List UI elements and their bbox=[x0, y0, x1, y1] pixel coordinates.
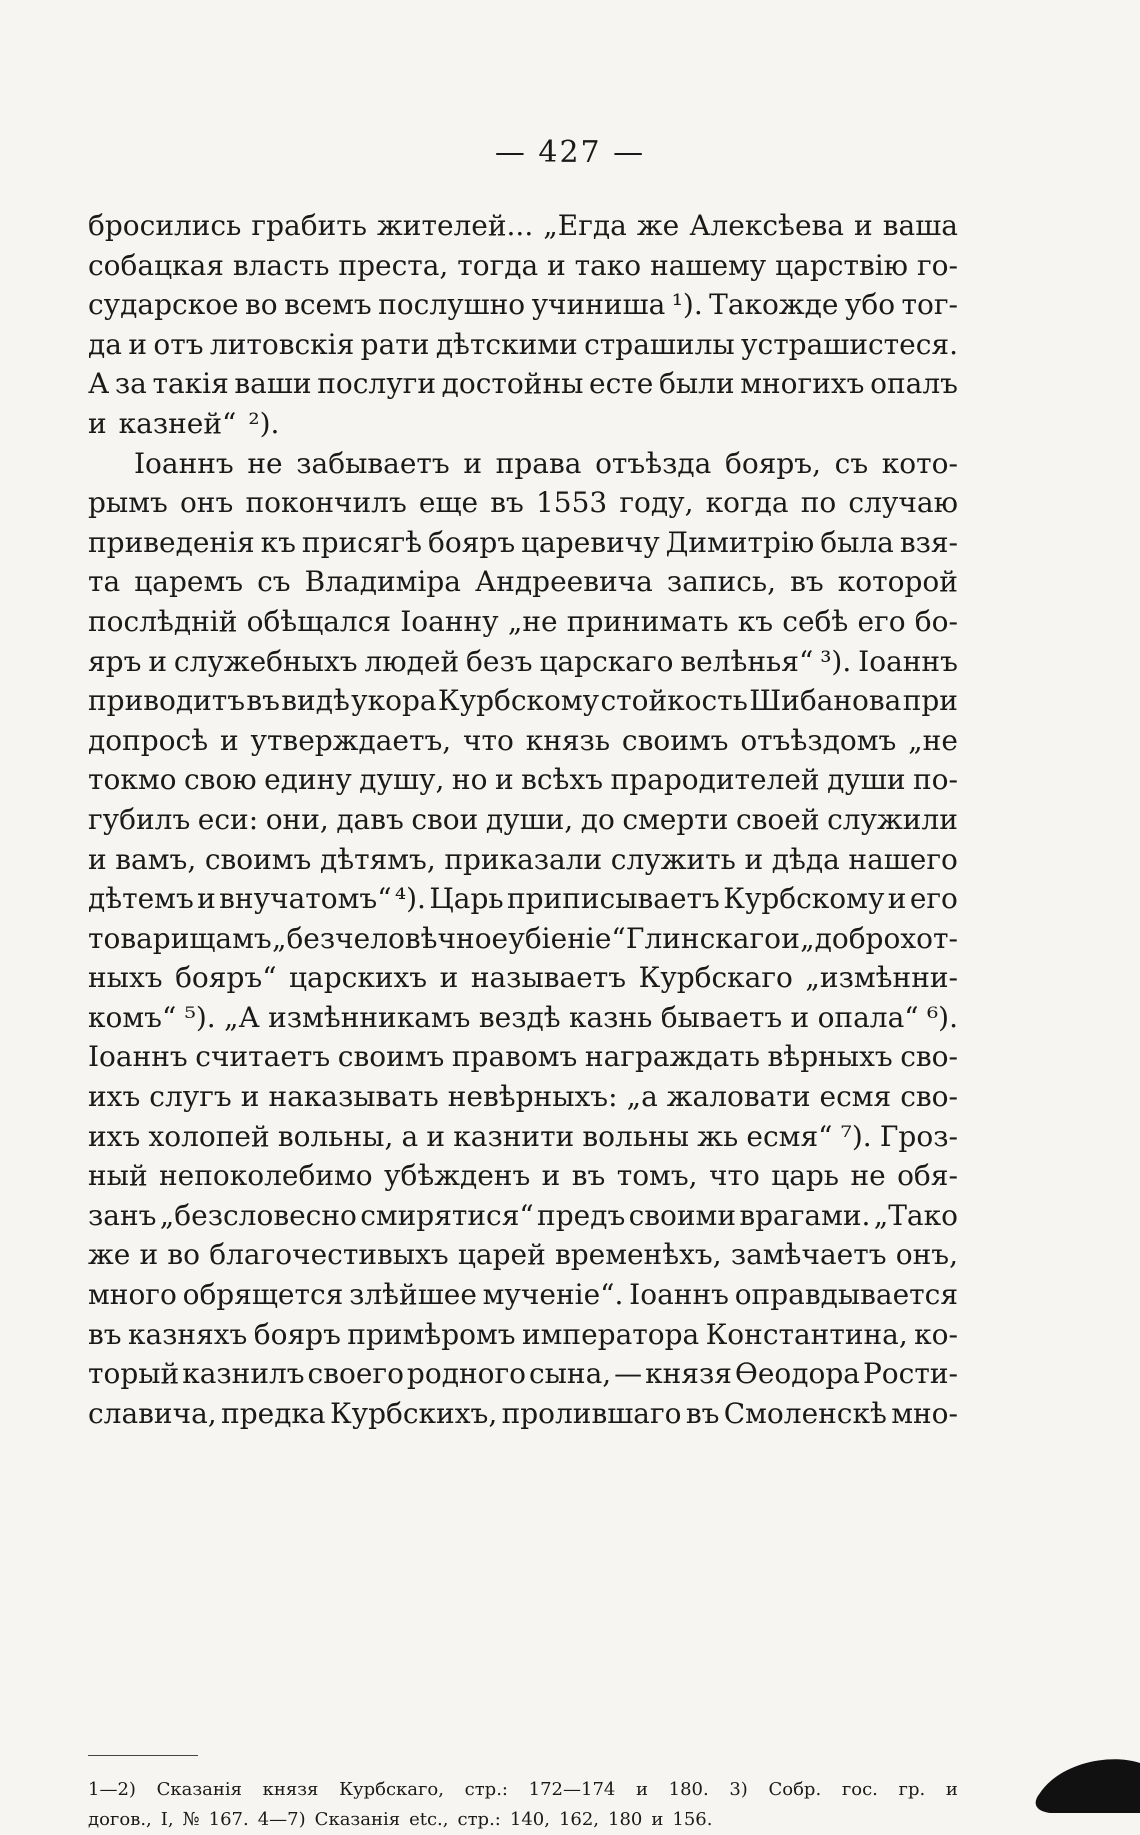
text-line: яръ и служебныхъ людей безъ царскаго велѣнья“ ³). Іоаннъ bbox=[88, 644, 958, 678]
text-line: допросѣ и утверждаетъ, что князь своимъ отъѣздомъ „не bbox=[88, 723, 958, 757]
text-line: бросились грабить жителей... „Егда же Алексѣева и ваша bbox=[88, 209, 958, 242]
text-line: ихъ холопей вольны, а и казнити вольны жь есмя“ ⁷). Гроз- bbox=[88, 1119, 958, 1153]
footnote-line: 1—2) Сказанія князя Курбскаго, стр.: 172—174 и 180. 3) Собр. гос. гр. и bbox=[88, 1779, 958, 1800]
footnote-line: догов., I, № 167. 4—7) Сказанія etc., стр.: 140, 162, 180 и 156. bbox=[88, 1809, 713, 1830]
text-line: та царемъ съ Владиміра Андреевича запись, въ которой bbox=[88, 565, 958, 599]
body-text bbox=[88, 206, 958, 1433]
footnote-rule bbox=[88, 1755, 198, 1756]
text-line: и вамъ, своимъ дѣтямъ, приказали служить и дѣда нашего bbox=[88, 842, 958, 876]
text-line: ныхъ бояръ“ царскихъ и называетъ Курбскаго „измѣнни- bbox=[88, 961, 958, 995]
text-line: товарищамъ „безчеловѣчное убіеніе“ Глинскаго и „доброхот- bbox=[88, 921, 958, 955]
text-line: приведенія къ присягѣ бояръ царевичу Димитрію была взя- bbox=[88, 525, 958, 559]
text-line: много обрящется злѣйшее мученіе“. Іоаннъ оправдывается bbox=[88, 1278, 958, 1312]
text-line: славича, предка Курбскихъ, пролившаго въ Смоленскѣ мно- bbox=[88, 1396, 958, 1430]
footnotes bbox=[88, 1775, 958, 1835]
text-line: А за такія ваши послуги достойны есте были многихъ опалъ bbox=[88, 367, 958, 401]
text-line: Іоаннъ считаетъ своимъ правомъ награждать вѣрныхъ сво- bbox=[88, 1040, 958, 1074]
text-line: дѣтемъ и внучатомъ“ ⁴). Царь приписываетъ Курбскому и его bbox=[88, 882, 958, 916]
text-line: комъ“ ⁵). „А измѣнникамъ вездѣ казнь бываетъ и опала“ ⁶). bbox=[88, 1000, 958, 1034]
text-line: ихъ слугъ и наказывать невѣрныхъ: „а жаловати есмя сво- bbox=[88, 1080, 958, 1114]
text-line: токмо свою едину душу, но и всѣхъ прародителей души по- bbox=[88, 763, 958, 797]
text-line: рымъ онъ покончилъ еще въ 1553 году, когда по случаю bbox=[88, 486, 958, 520]
ink-blot-decoration bbox=[1030, 1723, 1140, 1813]
text-line: Іоаннъ не забываетъ и права отъѣзда бояръ, съ кото- bbox=[134, 446, 958, 480]
text-line: торый казнилъ своего родного сына, — князя Ѳеодора Рости- bbox=[88, 1357, 958, 1391]
text-line: и казней“ ²). bbox=[88, 406, 280, 440]
text-line: да и отъ литовскія рати дѣтскими страшилы устрашистеся. bbox=[88, 327, 958, 361]
text-line: въ казняхъ бояръ примѣромъ императора Константина, ко- bbox=[88, 1317, 958, 1351]
text-line: послѣдній обѣщался Іоанну „не принимать къ себѣ его бо- bbox=[88, 604, 958, 638]
text-line: занъ „безсловесно смирятися“ предъ своими врагами. „Тако bbox=[88, 1198, 958, 1232]
text-line: ный непоколебимо убѣжденъ и въ томъ, что царь не обя- bbox=[88, 1159, 958, 1193]
text-line: же и во благочестивыхъ царей временѣхъ, замѣчаетъ онъ, bbox=[88, 1238, 958, 1272]
text-line: собацкая власть преста, тогда и тако нашему царствію го- bbox=[88, 248, 958, 282]
page-number: — 427 — bbox=[494, 135, 646, 170]
text-line: приводитъ въ видѣ укора Курбскому стойкость Шибанова при bbox=[88, 684, 958, 718]
text-line: сударское во всемъ послушно учиниша ¹). Такожде убо тог- bbox=[88, 288, 958, 322]
text-line: губилъ еси: они, давъ свои души, до смерти своей служили bbox=[88, 802, 958, 836]
